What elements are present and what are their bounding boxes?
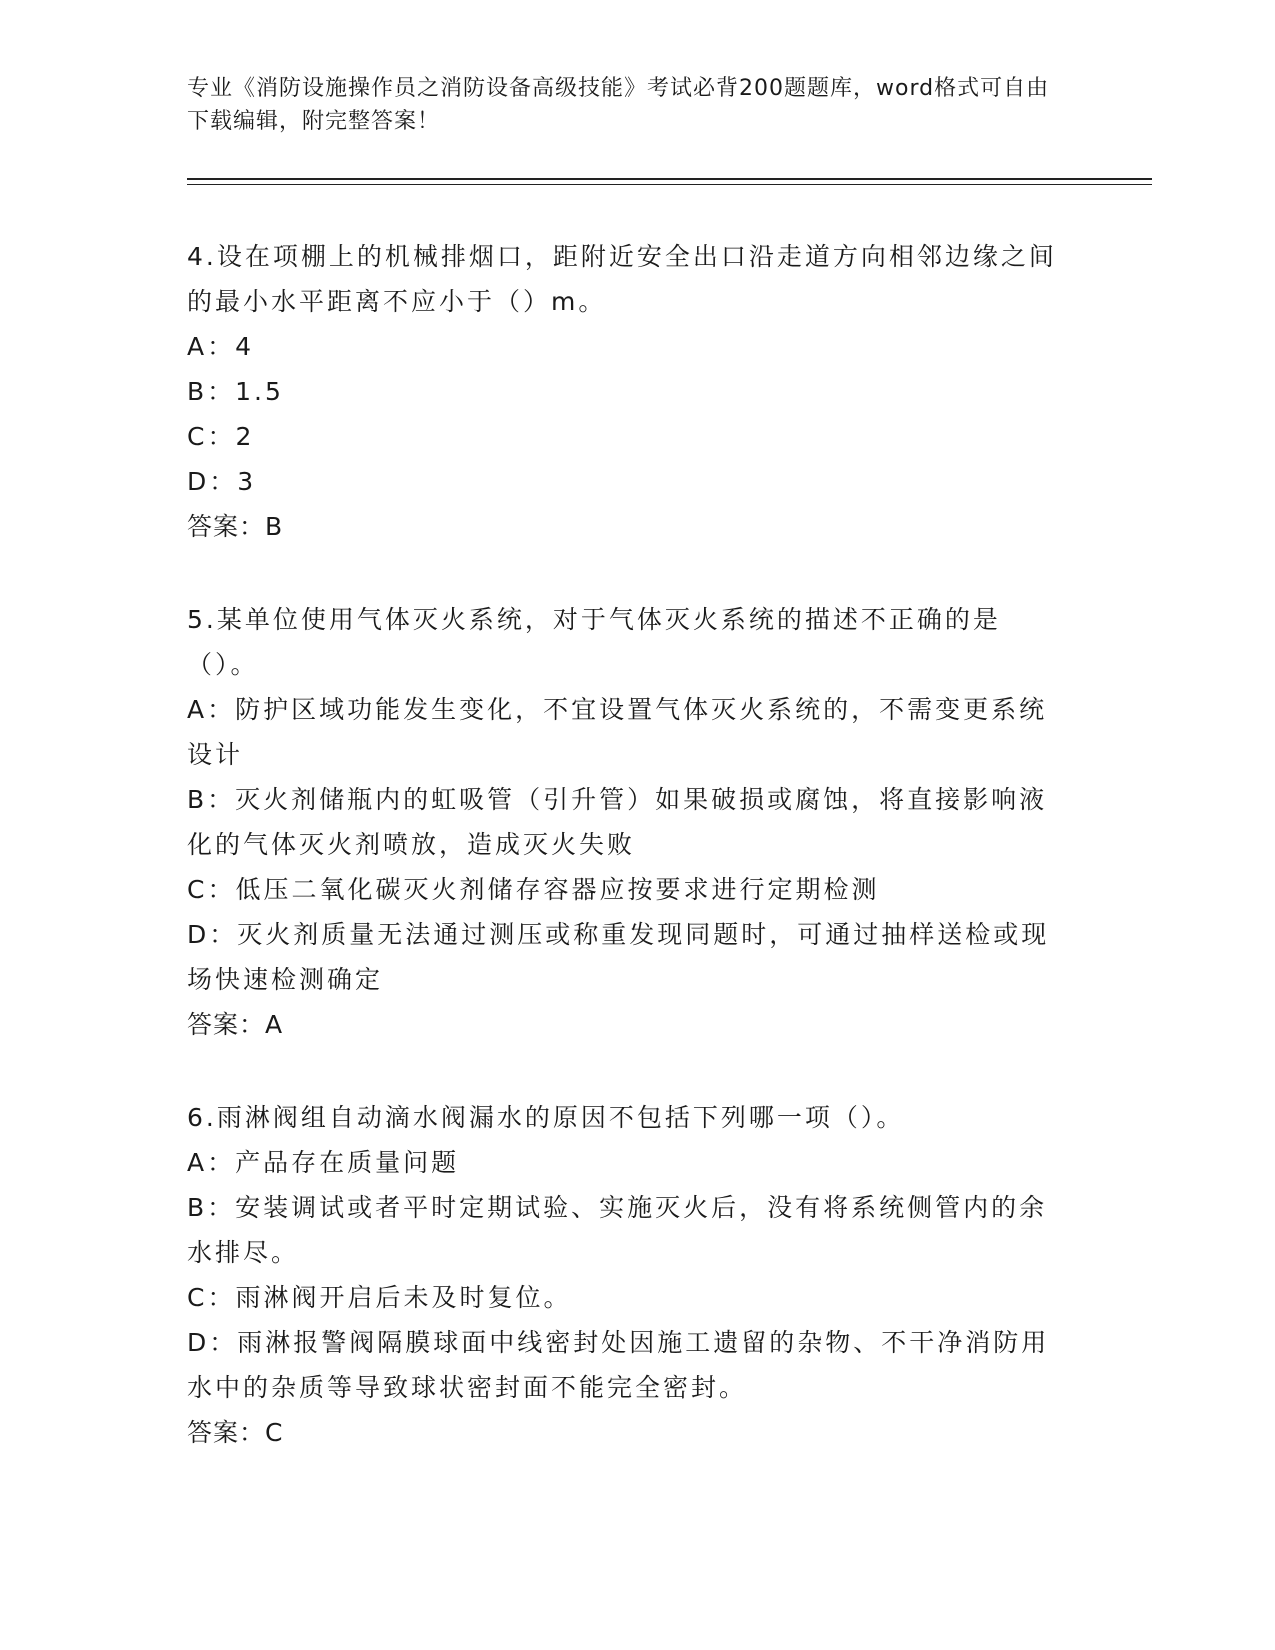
option-b: B：安装调试或者平时定期试验、实施灭火后，没有将系统侧管内的余水排尽。 [187, 1193, 1048, 1267]
question-stem: 5.某单位使用气体灭火系统，对于气体灭火系统的描述不正确的是（）。 [187, 605, 1001, 679]
option-c: C：雨淋阀开启后未及时复位。 [187, 1283, 572, 1312]
option-c: C：2 [187, 422, 255, 451]
option-b: B：1.5 [187, 377, 284, 406]
header-divider [187, 178, 1152, 185]
question-stem: 6.雨淋阀组自动滴水阀漏水的原因不包括下列哪一项（）。 [187, 1103, 905, 1132]
question-block [187, 234, 1067, 549]
answer-label: 答案：C [187, 1418, 284, 1447]
option-b: B：灭火剂储瓶内的虹吸管（引升管）如果破损或腐蚀，将直接影响液化的气体灭火剂喷放，造成灭火失败 [187, 785, 1048, 859]
option-a: A：4 [187, 332, 255, 361]
option-d: D：3 [187, 467, 257, 496]
option-a: A：产品存在质量问题 [187, 1148, 460, 1177]
option-a: A：防护区域功能发生变化，不宜设置气体灭火系统的，不需变更系统设计 [187, 695, 1048, 769]
question-block [187, 597, 1067, 1047]
option-d: D：雨淋报警阀隔膜球面中线密封处因施工遗留的杂物、不干净消防用水中的杂质等导致球状密封面不能完全密封。 [187, 1328, 1050, 1402]
document-header: 专业《消防设施操作员之消防设备高级技能》考试必背200题题库，word格式可自由下载编辑，附完整答案！ [187, 76, 1050, 134]
question-stem: 4.设在项棚上的机械排烟口，距附近安全出口沿走道方向相邻边缘之间的最小水平距离不应小于（）m。 [187, 242, 1057, 316]
answer-label: 答案：A [187, 1010, 284, 1039]
option-c: C：低压二氧化碳灭火剂储存容器应按要求进行定期检测 [187, 875, 880, 904]
option-d: D：灭火剂质量无法通过测压或称重发现同题时，可通过抽样送检或现场快速检测确定 [187, 920, 1050, 994]
question-block [187, 1095, 1067, 1455]
answer-label: 答案：B [187, 512, 284, 541]
